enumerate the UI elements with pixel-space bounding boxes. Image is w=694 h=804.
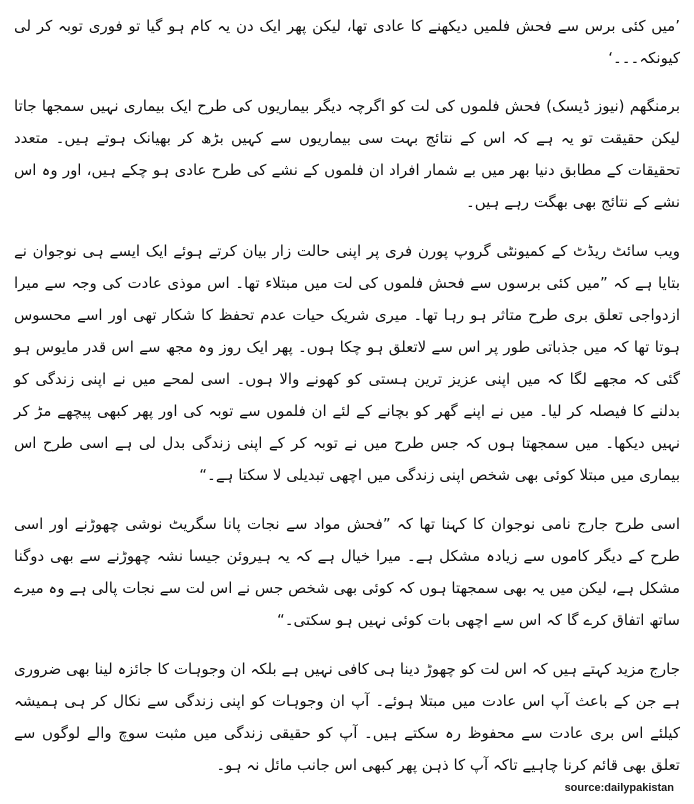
article-headline-paragraph: ’میں کئی برس سے فحش فلمیں دیکھنے کا عادی تھا، لیکن پھر ایک دن یہ کام ہو گیا تو فوری توبہ کر لی کیونکہ۔۔۔‘ xyxy=(14,17,680,67)
article-paragraph-intro: برمنگھم (نیوز ڈیسک) فحش فلموں کی لت کو اگرچہ دیگر بیماریوں کی طرح ایک بیماری نہیں سمجھا جاتا لیکن حقیقت تو یہ ہے کہ اس کے نتائج بہت سی بیماریوں سے کہیں بڑھ کر بھیانک ہوتے ہیں۔ متعدد تحقیقات کے مطابق دنیا بھر میں بے شمار افراد ان فلموں کے نشے کی طرح عادی ہو چکے ہیں، اور وہ اس نشے کے نتائج بھی بھگت رہے ہیں۔ xyxy=(14,97,680,211)
article-paragraph-testimony: ویب سائٹ ریڈٹ کے کمیونٹی گروپ پورن فری پر اپنی حالت زار بیان کرتے ہوئے ایک ایسے ہی نوجوان نے بتایا ہے کہ ”میں کئی برسوں سے فحش فلموں کی لت میں مبتلاء تھا۔ اس موذی عادت کی وجہ سے میرا ازدواجی تعلق بری طرح متاثر ہو رہا تھا۔ میری شریک حیات عدم تحفظ کا شکار تھی اور اسے محسوس ہوتا تھا کہ میں جذباتی طور پر اس سے لاتعلق ہو چکا ہوں۔ پھر ایک روز وہ مجھ سے اس قدر مایوس ہو گئی کہ مجھے لگا کہ میں اپنی عزیز ترین ہستی کو کھونے والا ہوں۔ اسی لمحے میں نے اپنی زندگی کو بدلنے کا فیصلہ کر لیا۔ میں نے اپنے گھر کو بچانے کے لئے ان فلموں سے توبہ کی اور پھر کبھی پیچھے مڑ کر نہیں دیکھا۔ میں سمجھتا ہوں کہ جس طرح میں نے توبہ کر کے اپنی زندگی بدل لی ہے اسی طرح اس بیماری میں مبتلا کوئی بھی شخص اپنی زندگی میں اچھی تبدیلی لا سکتا ہے۔“ xyxy=(14,242,680,484)
article-body xyxy=(14,10,680,798)
source-credit: source:dailypakistan xyxy=(564,782,674,794)
article-paragraph-advice: جارج مزید کہتے ہیں کہ اس لت کو چھوڑ دینا ہی کافی نہیں ہے بلکہ ان وجوہات کا جائزہ لینا بھی ضروری ہے جن کے باعث آپ اس عادت میں مبتلا ہوئے۔ آپ ان وجوہات کو اپنی زندگی سے نکال کر ہی ہمیشہ کیلئے اس بری عادت سے محفوظ رہ سکتے ہیں۔ آپ کو حقیقی زندگی میں مثبت سوچ والے لوگوں سے تعلق بھی قائم کرنا چاہیے تاکہ آپ کا ذہن پھر کبھی اس جانب مائل نہ ہو۔ xyxy=(14,660,680,774)
article-paragraph-george-quote: اسی طرح جارج نامی نوجوان کا کہنا تھا کہ ”فحش مواد سے نجات پانا سگریٹ نوشی چھوڑنے اور اسی طرح کے دیگر کاموں سے زیادہ مشکل ہے۔ میرا خیال ہے کہ یہ ہیروئن جیسا نشہ چھوڑنے سے بھی دوگنا مشکل ہے، لیکن میں یہ بھی سمجھتا ہوں کہ کوئی بھی شخص جس نے اس لت سے نجات پالی ہے وہ میرے ساتھ اتفاق کرے گا کہ اس سے اچھی بات کوئی نہیں ہو سکتی۔“ xyxy=(14,515,680,629)
